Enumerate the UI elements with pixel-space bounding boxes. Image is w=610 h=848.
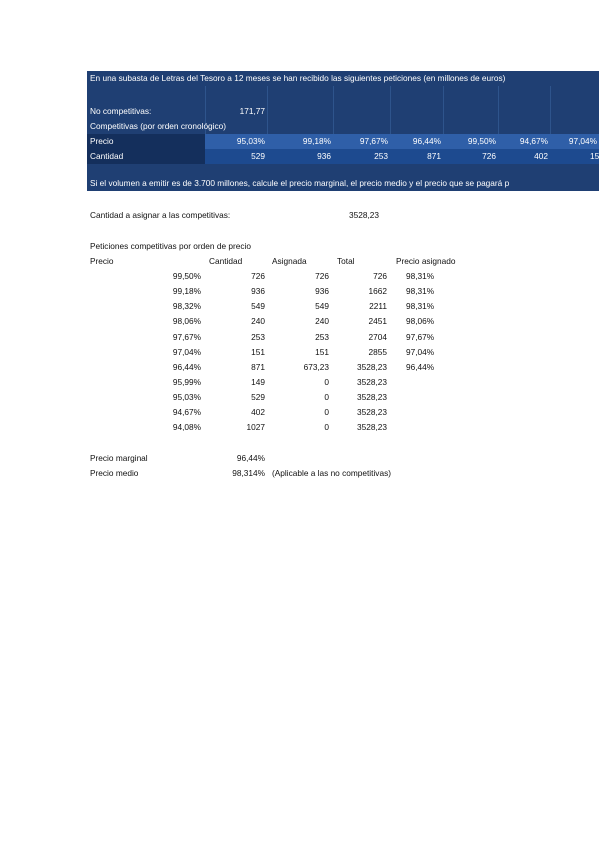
- col-header-precio: Precio: [90, 256, 114, 266]
- precio-value: 94,67%: [519, 136, 548, 146]
- cell-cantidad: 1027: [246, 422, 265, 432]
- cell-precio: 96,44%: [172, 362, 201, 372]
- cell-cantidad: 529: [251, 392, 265, 402]
- cell-total: 3528,23: [357, 407, 387, 417]
- cell-total: 726: [373, 271, 387, 281]
- cantidad-value: 871: [427, 151, 441, 161]
- col-header-total: Total: [337, 256, 355, 266]
- cell-precio-asignado: 97,04%: [406, 347, 435, 357]
- cell-asignada: 240: [315, 316, 329, 326]
- cell-asignada: 673,23: [303, 362, 329, 372]
- cell-total: 3528,23: [357, 422, 387, 432]
- cantidad-value: 936: [317, 151, 331, 161]
- cell-asignada: 0: [324, 407, 329, 417]
- marginal-label: Precio marginal: [90, 453, 148, 463]
- cell-asignada: 726: [315, 271, 329, 281]
- cell-precio-asignado: 96,44%: [406, 362, 435, 372]
- cell-precio-asignado: 98,31%: [406, 271, 435, 281]
- precio-value: 99,18%: [302, 136, 331, 146]
- cantidad-label: Cantidad: [90, 151, 124, 161]
- cell-precio: 99,50%: [172, 271, 201, 281]
- cell-total: 2211: [369, 301, 387, 311]
- cell-precio-asignado: 97,67%: [406, 332, 435, 342]
- precio-value: 95,03%: [236, 136, 265, 146]
- col-header-precio-asignado: Precio asignado: [396, 256, 456, 266]
- col-header-cantidad: Cantidad: [209, 256, 243, 266]
- cell-precio: 94,08%: [172, 422, 201, 432]
- cell-total: 2451: [368, 316, 387, 326]
- intro-text: En una subasta de Letras del Tesoro a 12 meses se han recibido las siguientes peticiones (en millones de euros): [90, 73, 506, 83]
- marginal-value: 96,44%: [236, 453, 265, 463]
- cantidad-value: 726: [482, 151, 496, 161]
- cell-asignada: 0: [324, 392, 329, 402]
- cantidad-value: 402: [534, 151, 548, 161]
- cell-cantidad: 240: [251, 316, 265, 326]
- cell-precio: 95,99%: [172, 377, 201, 387]
- cell-precio: 95,03%: [172, 392, 201, 402]
- cell-cantidad: 871: [251, 362, 265, 372]
- cell-asignada: 0: [324, 377, 329, 387]
- assign-label: Cantidad a asignar a las competitivas:: [90, 210, 231, 220]
- precio-value: 97,04%: [568, 136, 597, 146]
- cell-asignada: 253: [315, 332, 329, 342]
- medio-value: 98,314%: [232, 468, 265, 478]
- comp-label: Competitivas (por orden cronológico): [90, 121, 227, 131]
- cell-cantidad: 253: [251, 332, 265, 342]
- cell-total: 3528,23: [357, 392, 387, 402]
- cell-precio-asignado: 98,31%: [406, 286, 435, 296]
- no-comp-value: 171,77: [239, 106, 265, 116]
- cell-precio: 97,04%: [172, 347, 201, 357]
- cell-precio-asignado: 98,06%: [406, 316, 435, 326]
- cantidad-value: 253: [374, 151, 388, 161]
- header-band: [87, 71, 604, 191]
- cantidad-value: 151: [590, 151, 604, 161]
- cantidad-value: 529: [251, 151, 265, 161]
- precio-label: Precio: [90, 136, 114, 146]
- cell-precio: 98,32%: [172, 301, 201, 311]
- no-comp-label: No competitivas:: [90, 106, 152, 116]
- precio-value: 97,67%: [359, 136, 388, 146]
- question-text: Si el volumen a emitir es de 3.700 millones, calcule el precio marginal, el precio medio y el precio que se pagará p: [90, 178, 510, 188]
- cell-precio: 99,18%: [172, 286, 201, 296]
- precio-value: 96,44%: [412, 136, 441, 146]
- precio-value: 99,50%: [467, 136, 496, 146]
- cell-asignada: 151: [315, 347, 329, 357]
- cell-cantidad: 726: [251, 271, 265, 281]
- assign-value: 3528,23: [349, 210, 379, 220]
- cell-cantidad: 549: [251, 301, 265, 311]
- col-header-asignada: Asignada: [272, 256, 307, 266]
- cell-total: 2855: [368, 347, 387, 357]
- cell-cantidad: 151: [251, 347, 265, 357]
- cell-total: 2704: [368, 332, 387, 342]
- cell-cantidad: 936: [251, 286, 265, 296]
- cell-asignada: 0: [324, 422, 329, 432]
- cell-total: 1662: [368, 286, 387, 296]
- cell-asignada: 549: [315, 301, 329, 311]
- medio-label: Precio medio: [90, 468, 139, 478]
- cell-precio-asignado: 98,31%: [406, 301, 435, 311]
- cell-total: 3528,23: [357, 377, 387, 387]
- cell-cantidad: 402: [251, 407, 265, 417]
- cell-total: 3528,23: [357, 362, 387, 372]
- cell-asignada: 936: [315, 286, 329, 296]
- medio-note: (Aplicable a las no competitivas): [272, 468, 391, 478]
- table-title: Peticiones competitivas por orden de precio: [90, 241, 251, 251]
- cell-cantidad: 149: [251, 377, 265, 387]
- cell-precio: 94,67%: [172, 407, 201, 417]
- cell-precio: 98,06%: [172, 316, 201, 326]
- cell-precio: 97,67%: [172, 332, 201, 342]
